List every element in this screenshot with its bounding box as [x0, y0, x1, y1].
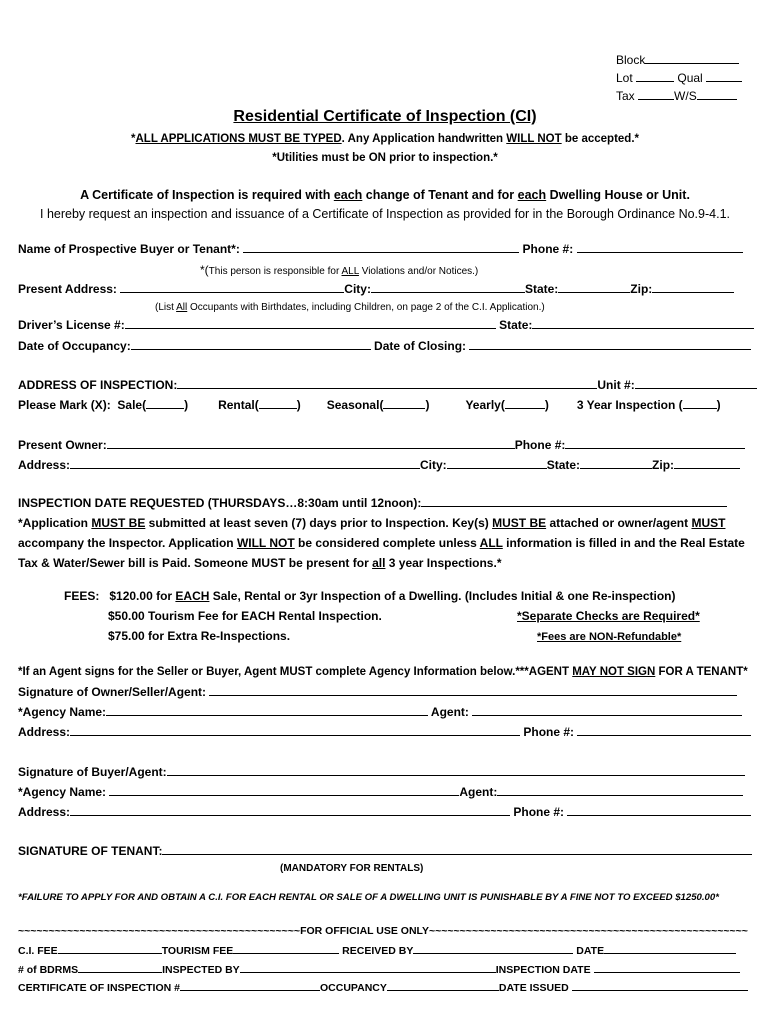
yearly-mark[interactable] [505, 397, 545, 409]
official-row-1[interactable]: C.I. FEE TOURISM FEE RECEIVED BY DATE [18, 942, 758, 959]
block-blank[interactable] [645, 52, 739, 64]
license-field[interactable]: Driver’s License #: State: [18, 317, 758, 333]
failure-warning: *FAILURE TO APPLY FOR AND OBTAIN A C.I. FOR EACH RENTAL OR SALE OF A DWELLING UNIT IS PUNISHABLE BY A FINE NOT TO EXCEED $1250.00* [18, 892, 719, 903]
buyer-agency-field[interactable]: *Agency Name: Agent: [18, 784, 758, 800]
official-row-3[interactable]: CERTIFICATE OF INSPECTION # OCCUPANCY DATE ISSUED [18, 979, 758, 996]
non-refundable-note: *Fees are NON-Refundable* [537, 631, 682, 643]
qual-label: Qual [677, 71, 703, 85]
present-address-field[interactable]: Present Address: City: State: Zip: [18, 281, 758, 297]
rental-mark[interactable] [259, 397, 297, 409]
responsible-note: *(This person is responsible for ALL Violations and/or Notices.) [200, 263, 479, 277]
intro-request: I hereby request an inspection and issuance of a Certificate of Inspection as provided for in the Borough Ordinance No.9-4.1. [40, 207, 730, 221]
official-use-header: ~~~~~~~~~~~~~~~~~~~~~~~~~~~~~~~~~~~~~~~~~~~~~~FOR OFFICIAL USE ONLY~~~~~~~~~~~~~~~~~~~~~~~~~~~~~~~~~~~~~~~~~~~~~~~~~~~~ [18, 925, 748, 937]
application-note-2: accompany the Inspector. Application WILL NOT be considered complete unless ALL information is filled in and the Real Estate [18, 536, 745, 550]
mandatory-note: (MANDATORY FOR RENTALS) [280, 863, 424, 874]
intro-required: A Certificate of Inspection is required with each change of Tenant and for each Dwelling House or Unit. [80, 188, 690, 202]
ws-label: W/S [674, 89, 697, 103]
fee-line-1: FEES: $120.00 for EACH Sale, Rental or 3yr Inspection of a Dwelling. (Includes Initial & one Re-inspection) [64, 589, 676, 603]
buyer-signature-field[interactable]: Signature of Buyer/Agent: [18, 764, 758, 780]
lot-label: Lot [616, 71, 633, 85]
present-owner-field[interactable]: Present Owner: Phone #: [18, 437, 758, 453]
application-note-1: *Application MUST BE submitted at least seven (7) days prior to Inspection. Key(s) MUST BE attached or owner/agent MUST [18, 516, 726, 530]
block-label: Block [616, 53, 646, 67]
inspection-address-field[interactable]: ADDRESS OF INSPECTION: Unit #: [18, 377, 758, 393]
fees-label: FEES: [64, 589, 100, 603]
page-title: Residential Certificate of Inspection (CI) [233, 108, 537, 125]
tax-ws-field[interactable] [616, 88, 756, 104]
lot-blank[interactable] [636, 70, 674, 82]
owner-address-field[interactable]: Address: City: State: Zip: [18, 457, 758, 473]
fee-line-3: $75.00 for Extra Re-Inspections. [108, 629, 291, 643]
separate-checks-note: *Separate Checks are Required* [517, 609, 700, 623]
application-note-3: Tax & Water/Sewer bill is Paid. Someone MUST be present for all 3 year Inspections.* [18, 556, 502, 570]
ws-blank[interactable] [697, 88, 737, 100]
inspection-type-row[interactable]: Please Mark (X): Sale( ) Rental( ) Seasonal( ) Yearly( ) 3 Year Inspection ( ) [18, 398, 721, 412]
tax-blank[interactable] [638, 88, 674, 100]
owner-agency-address-field[interactable]: Address: Phone #: [18, 724, 758, 740]
buyer-field[interactable]: Name of Prospective Buyer or Tenant*: Phone #: [18, 241, 758, 257]
seasonal-mark[interactable] [383, 397, 425, 409]
owner-signature-field[interactable]: Signature of Owner/Seller/Agent: [18, 684, 758, 700]
lot-qual-field[interactable] [616, 70, 756, 86]
typed-notice: *ALL APPLICATIONS MUST BE TYPED. Any Application handwritten WILL NOT be accepted.* [131, 133, 639, 145]
agent-note: *If an Agent signs for the Seller or Buyer, Agent MUST complete Agency Information below.***AGENT MAY NOT SIGN FOR A TENANT* [18, 666, 748, 678]
qual-blank[interactable] [706, 70, 742, 82]
occupants-note: (List All Occupants with Birthdates, including Children, on page 2 of the C.I. Application.) [155, 302, 545, 313]
sale-mark[interactable] [146, 397, 184, 409]
occupancy-closing-field[interactable]: Date of Occupancy: Date of Closing: [18, 338, 758, 354]
owner-agency-field[interactable]: *Agency Name: Agent: [18, 704, 758, 720]
tax-label: Tax [616, 89, 635, 103]
tenant-signature-field[interactable]: SIGNATURE OF TENANT: [18, 843, 758, 859]
buyer-agency-address-field[interactable]: Address: Phone #: [18, 804, 758, 820]
utilities-notice: *Utilities must be ON prior to inspection.* [272, 152, 498, 164]
inspection-date-field[interactable]: INSPECTION DATE REQUESTED (THURSDAYS…8:30am until 12noon): [18, 495, 758, 511]
official-row-2[interactable]: # of BDRMS INSPECTED BY INSPECTION DATE [18, 961, 758, 978]
three-year-mark[interactable] [683, 397, 717, 409]
block-field[interactable] [616, 52, 756, 68]
fee-line-2: $50.00 Tourism Fee for EACH Rental Inspection. [108, 609, 382, 623]
